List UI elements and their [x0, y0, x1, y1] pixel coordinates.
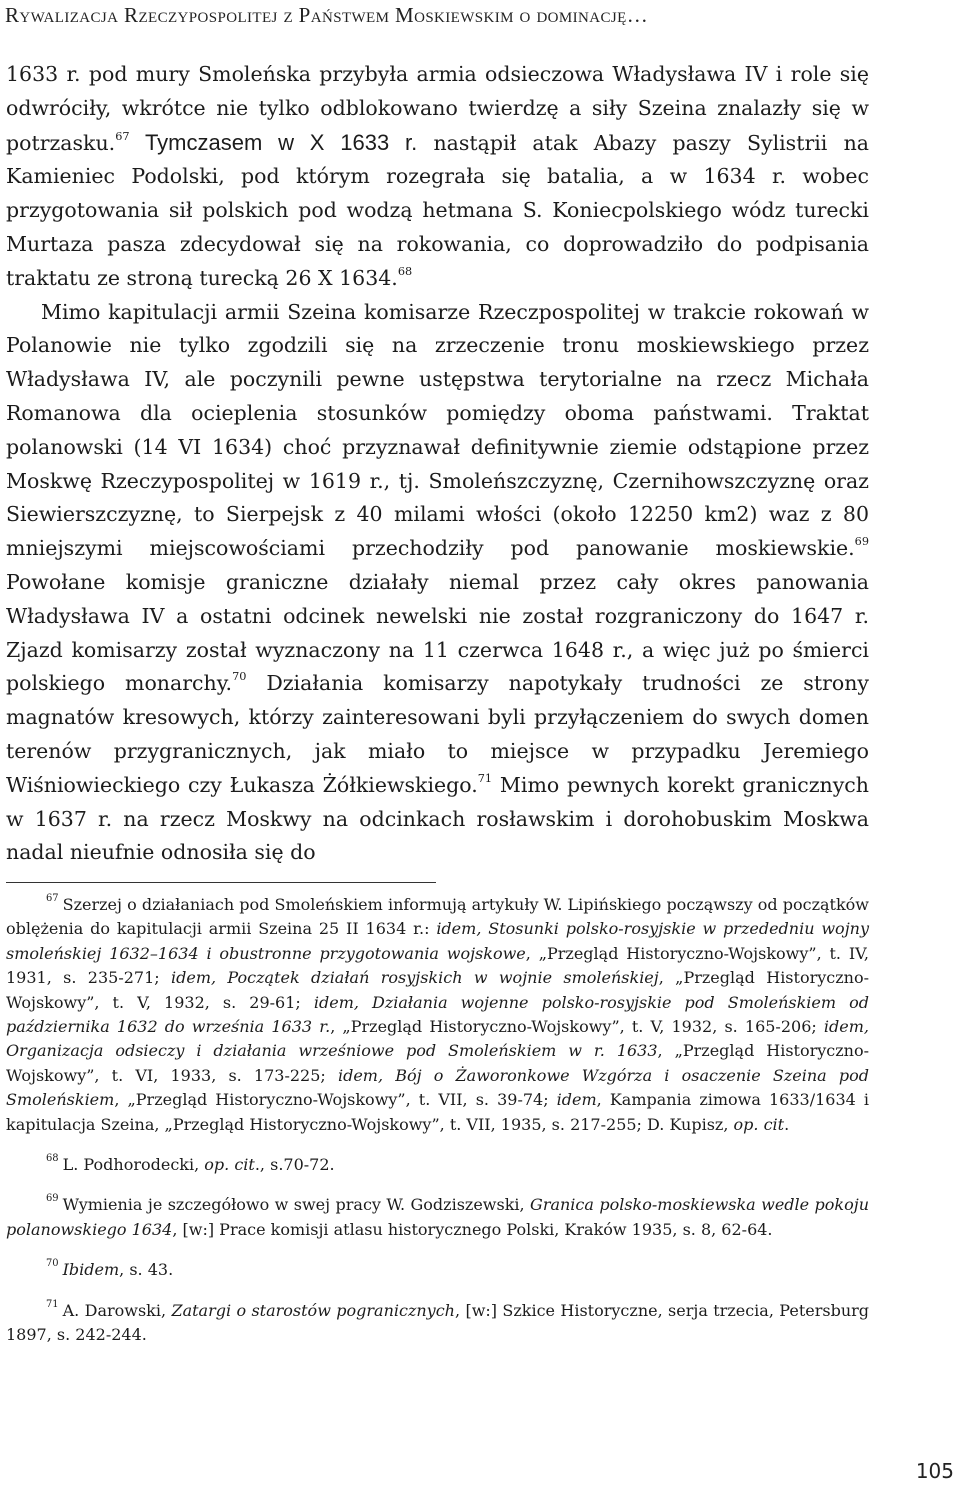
footnote-italic: Zatargi o starostów pogranicznych [171, 1300, 455, 1320]
paragraph-1-text-c: nastąpił atak Abazy paszy Sylistrii na Kamieniec Podolski, pod którym rozegrała się batalia, a w 1634 r. [6, 130, 869, 189]
footnote-text: Szerzej o działaniach pod Smoleńskiem informują artykuły W. Lipińskiego począwszy od początków oblężenia do kapitulacji armii Szeina 25 II 1634 r.: [6, 895, 869, 939]
footnote-italic: idem, Działania wojenne polsko-rosyjskie pod Smoleńskiem od października 1632 do września 1633 r. [6, 992, 869, 1037]
footnote-ref-69[interactable]: 69 [854, 535, 869, 549]
footnotes [6, 893, 869, 1364]
footnote-number: 71 [46, 1298, 59, 1310]
footnote-number: 68 [46, 1153, 59, 1165]
footnote-ref-70[interactable]: 70 [232, 670, 247, 684]
footnote-italic: idem, Początek działań rosyjskich w wojnie smoleńskiej [170, 968, 659, 988]
footnote-number: 70 [46, 1258, 59, 1270]
footnote-text: , [w:] Prace komisji atlasu historycznego Polski, Kraków 1935, s. 8, 62-64. [172, 1219, 773, 1239]
footnote-69 [6, 1193, 869, 1242]
footnote-text: , „Przegląd Historyczno-Wojskowy”, t. V, 1932, s. 29-61; [6, 968, 869, 1012]
running-head: Rywalizacja Rzeczypospolitej z Państwem Moskiewskim o dominację… [5, 3, 649, 27]
footnote-text: . [784, 1114, 790, 1134]
footnote-italic: idem, Bój o Żaworonkowe Wzgórza i osaczenie Szeina pod Smoleńskiem [6, 1065, 870, 1110]
footnote-separator [6, 882, 436, 883]
footnote-text: Wymienia je szczegółowo w swej pracy W. Godziszewski, [62, 1195, 531, 1215]
footnote-italic: op. cit [204, 1155, 255, 1175]
footnote-text: A. Darowski, [62, 1300, 172, 1320]
footnote-text: , „Przegląd Historyczno-Wojskowy”, t. VI, 1933, s. 173-225; [6, 1041, 870, 1085]
footnote-text: , [w:] Szkice Historyczne, serja trzecia, Petersburg 1897, s. 242-244. [6, 1300, 870, 1345]
footnote-italic: idem [556, 1090, 597, 1110]
footnote-ref-67[interactable]: 67 [115, 129, 130, 143]
footnote-italic: op. cit [733, 1114, 785, 1134]
paragraph-2-text-b: Powołane komisje graniczne działały niemal przez cały okres panowania Władysława IV a ostatni odcinek newelski nie został rozgraniczony do 1647 r. Zjazd komisarzy został wyznaczony na 11 czerwca 1648 r., a więc już po śmierci polskiego monarchy. [6, 569, 869, 696]
footnote-ref-71[interactable]: 71 [477, 771, 493, 785]
footnote-68 [6, 1153, 869, 1177]
paragraph-2-text-c: Działania komisarzy napotykały trudności ze strony magnatów kresowych, którzy zainteresowani byli przyłączeniem do swych domen terenów przygranicznych, jak miało to miejsce w przypadku Jeremiego Wiśniowieckiego czy Łukasza Żółkiewskiego. [6, 671, 869, 797]
paragraph-1-text-e: Koniecpolskiego wódz turecki Murtaza pasza zdecydował się na rokowania, co doprowadziło do podpisania traktatu ze stroną turecką 26 X 1634. [6, 198, 869, 290]
paragraph-1-text-b: Tymczasem w X 1633 r. [129, 129, 418, 155]
footnote-text: L. Podhorodecki, [62, 1155, 205, 1175]
footnote-text: , „Przegląd Historyczno-Wojskowy”, t. VII, s. 39-74; [114, 1090, 557, 1110]
footnote-71 [6, 1299, 869, 1348]
footnote-text: ., s.70-72. [254, 1155, 335, 1175]
footnote-number: 67 [46, 893, 59, 905]
page-number: 105 [915, 1459, 954, 1483]
footnote-70 [6, 1258, 869, 1282]
footnote-text: , „Przegląd Historyczno-Wojskowy”, t. IV, 1931, s. 235-271; [6, 943, 869, 988]
footnote-italic: Ibidem [62, 1260, 120, 1280]
footnote-text: , „Przegląd Historyczno-Wojskowy”, t. V, 1932, s. 165-206; [330, 1017, 824, 1037]
footnote-italic: idem, Stosunki polsko-rosyjskie w przededniu wojny smoleńskiej 1632–1634 i obustronne przygotowania wojskowe [6, 919, 869, 963]
main-text [6, 58, 869, 870]
paragraph-2-text-d: Mimo pewnych korekt granicznych w 1637 r. na rzecz Moskwy na odcinkach rosławskim i dorohobuskim Moskwa nadal nieufnie odnosiła się do [6, 772, 869, 865]
footnote-67 [6, 893, 869, 1137]
footnote-ref-68[interactable]: 68 [397, 264, 413, 278]
paragraph-2 [6, 296, 869, 871]
footnote-number: 69 [46, 1193, 59, 1205]
footnote-text: , s. 43. [119, 1260, 174, 1280]
footnote-italic: idem, Organizacja odsieczy i działania wrześniowe pod Smoleńskiem w r. 1633 [6, 1017, 870, 1061]
paragraph-1-text-d: wobec przygotowania sił polskich pod wodzą hetmana S. [6, 164, 869, 223]
footnote-text: , Kampania zimowa 1633/1634 i kapitulacja Szeina, „Przegląd Historyczno-Wojskowy”, t. VII, 1935, s. 217-255; D. Kupisz, [6, 1090, 869, 1134]
paragraph-1 [6, 58, 869, 296]
paragraph-2-text-a: Mimo kapitulacji armii Szeina komisarze Rzeczpospolitej w trakcie rokowań w Polanowie nie tylko zgodzili się na zrzeczenie tronu moskiewskiego przez Władysława IV, ale poczynili pewne ustępstwa terytorialne na rzecz Michała Romanowa dla ocieplenia stosunków pomiędzy oboma państwami. Traktat polanowski (14 VI 1634) choć przyznawał definitywnie ziemie odstąpione przez Moskwę Rzeczypospolitej w 1619 r., tj. Smoleńszczyznę, Czernihowszczyznę oraz Siewierszczyznę, to Sierpejsk z 40 milami włości (około 12250 km2) waz z 80 mniejszymi miejscowościami przechodziły pod panowanie moskiewskie. [6, 299, 869, 561]
footnote-italic: Granica polsko-moskiewska wedle pokoju polanowskiego 1634 [6, 1195, 869, 1239]
paragraph-1-text-a: 1633 r. pod mury Smoleńska przybyła armia odsieczowa Władysława IV i role się odwróciły, wkrótce nie tylko odblokowano twierdzę a siły Szeina znalazły się w potrzasku. [6, 62, 869, 155]
